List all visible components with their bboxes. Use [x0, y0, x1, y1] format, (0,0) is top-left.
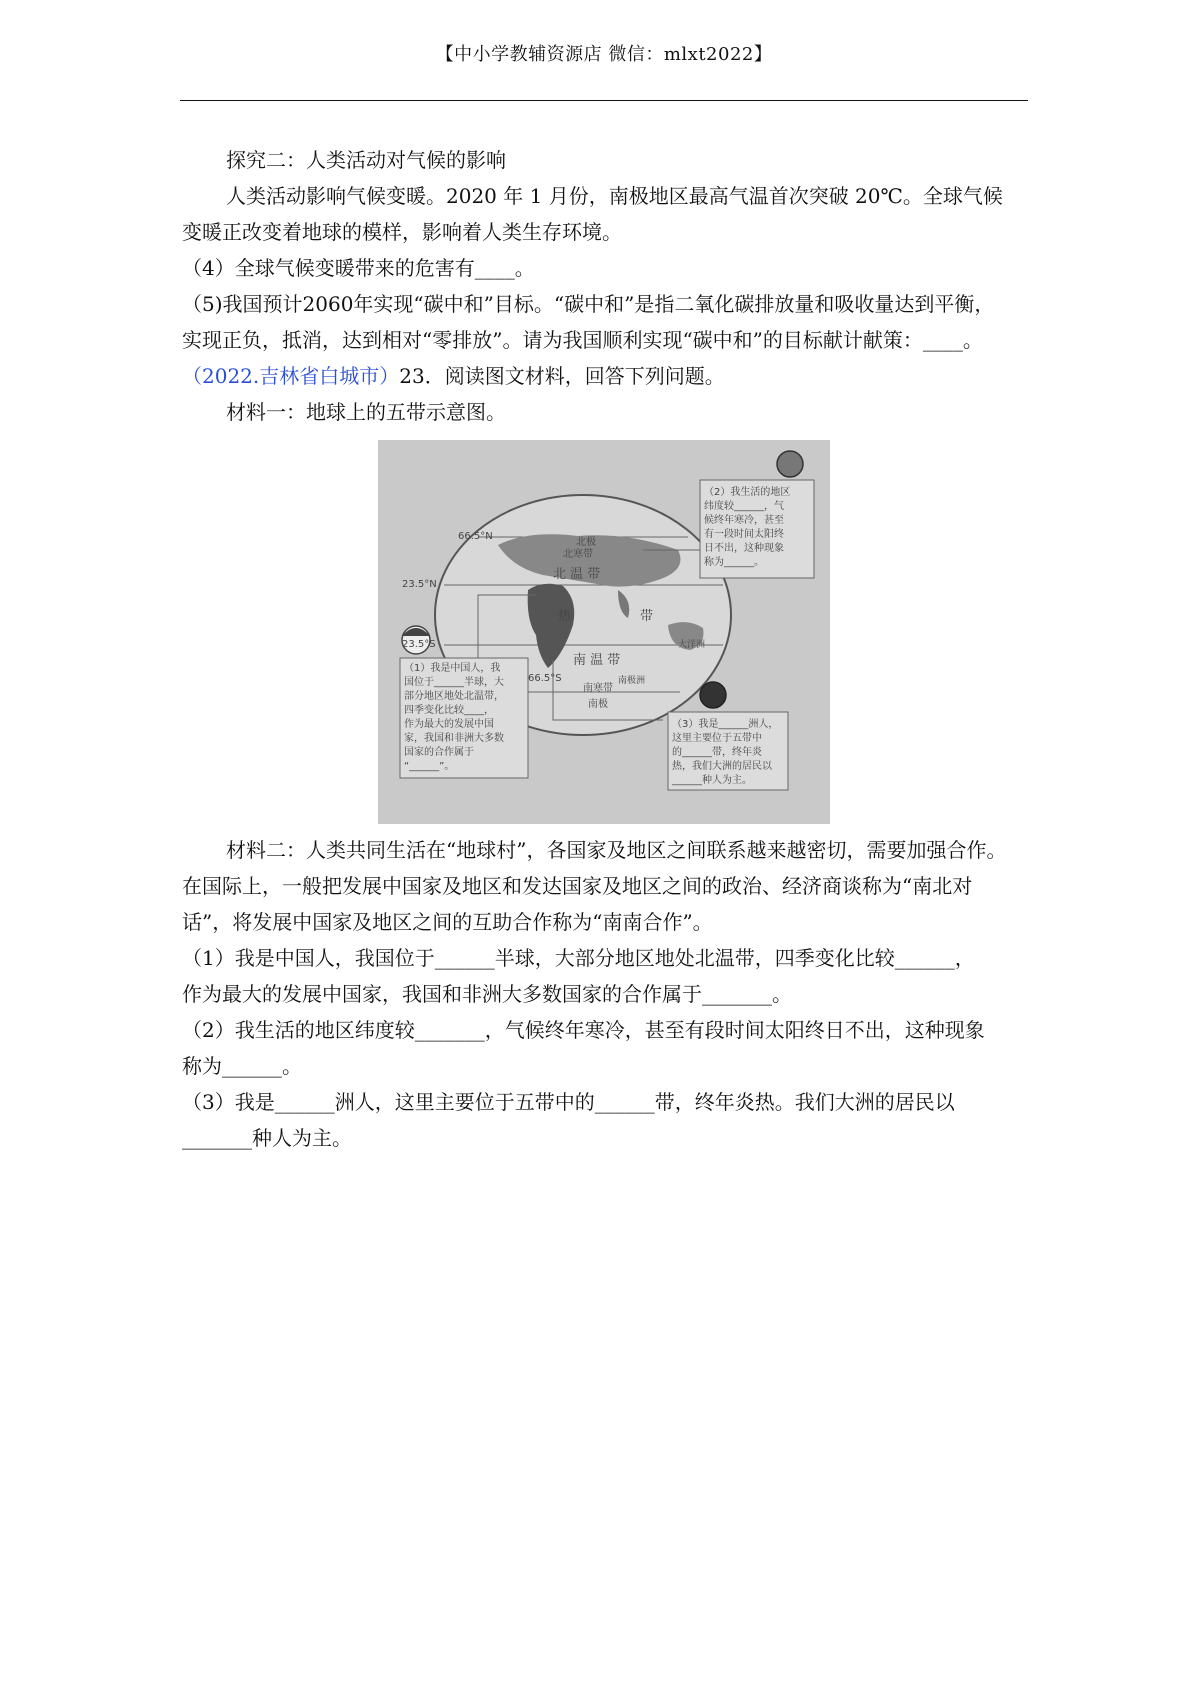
- label-north-pole: 北极: [576, 537, 596, 548]
- label-tropical-right: 带: [640, 609, 654, 624]
- bubble-2-line: 日不出，这种现象: [704, 543, 784, 554]
- bubble-1-line: 国位于______半球，大: [404, 677, 504, 688]
- label-north-frigid: 北寒带: [563, 549, 593, 560]
- sub-question-1-line-1: （1）我是中国人，我国位于______半球，大部分地区地处北温带，四季变化比较______，: [182, 946, 975, 970]
- sub-question-2-line-1: （2）我生活的地区纬度较_______，气候终年寒冷，甚至有段时间太阳终日不出，这种现象: [182, 1018, 985, 1042]
- label-lat-66s: 66.5°S: [528, 673, 562, 684]
- bubble-2-line: 候终年寒冷，甚至: [704, 515, 784, 526]
- label-south-pole: 南极: [588, 699, 608, 710]
- material-2-line-3: 话”，将发展中国家及地区之间的互助合作称为“南南合作”。: [182, 910, 713, 934]
- question-5-line-1: （5)我国预计2060年实现“碳中和”目标。“碳中和”是指二氧化碳排放量和吸收量达到平衡，: [182, 292, 995, 316]
- african-person-icon: [700, 682, 726, 708]
- bubble-3-line: ______种人为主。: [672, 775, 752, 786]
- bubble-1-line: 作为最大的发展中国: [404, 719, 494, 730]
- material-2-line-1: 材料二：人类共同生活在“地球村”，各国家及地区之间联系越来越密切，需要加强合作。: [226, 838, 1007, 862]
- document-body: [182, 142, 1028, 1156]
- bubble-2-text: [704, 486, 812, 570]
- question-23-header: [182, 358, 1028, 394]
- five-zones-figure: [378, 440, 830, 824]
- bubble-1-line: （1）我是中国人，我: [404, 663, 501, 674]
- bubble-1-text: [404, 662, 526, 774]
- label-south-temperate: 南 温 带: [573, 653, 621, 668]
- sub-question-1-line-2: 作为最大的发展中国家，我国和非洲大多数国家的合作属于_______。: [182, 982, 792, 1006]
- bubble-1-line: “______”。: [404, 761, 455, 772]
- inquiry2-intro-1: 人类活动影响气候变暖。2020 年 1 月份，南极地区最高气温首次突破 20℃。全球气候: [226, 184, 1003, 208]
- material-2-line-2: 在国际上，一般把发展中国家及地区和发达国家及地区之间的政治、经济商谈称为“南北对: [182, 874, 973, 898]
- label-north-temperate: 北 温 带: [553, 567, 601, 582]
- bubble-2-line: 有一段时间太阳终: [704, 529, 784, 540]
- label-lat-66n: 66.5°N: [458, 531, 493, 542]
- bubble-3-line: 的______带，终年炎: [672, 747, 762, 758]
- page-header: 【中小学教辅资源店 微信：mlxt2022】: [435, 44, 773, 65]
- sub-question-2-line-2: 称为______。: [182, 1054, 302, 1078]
- question-source: （2022.吉林省白城市）: [182, 364, 400, 388]
- label-oceania: 大洋洲: [678, 640, 706, 650]
- label-antarctica: 南极洲: [618, 676, 646, 686]
- label-south-frigid: 南寒带: [583, 683, 613, 694]
- bubble-1-line: 四季变化比较____，: [404, 705, 494, 716]
- arctic-person-icon: [777, 451, 803, 477]
- bubble-3-line: （3）我是______洲人，: [672, 719, 779, 730]
- inquiry2-intro-2: 变暖正改变着地球的模样，影响着人类生存环境。: [182, 220, 622, 244]
- bubble-1-line: 国家的合作属于: [404, 747, 474, 758]
- question-5-line-2: 实现正负，抵消，达到相对“零排放”。请为我国顺利实现“碳中和”的目标献计献策：____。: [182, 328, 983, 352]
- bubble-1-line: 部分地区地处北温带，: [404, 691, 504, 702]
- question-23-stem: 23．阅读图文材料，回答下列问题。: [399, 364, 725, 388]
- bubble-3-line: 热，我们大洲的居民以: [672, 761, 772, 772]
- label-lat-23n: 23.5°N: [402, 579, 437, 590]
- bubble-1-line: 家，我国和非洲大多数: [404, 733, 504, 744]
- sub-question-3-line-2: _______种人为主。: [182, 1126, 352, 1150]
- bubble-3-line: 这里主要位于五带中: [672, 733, 762, 744]
- material-1-caption: 材料一：地球上的五带示意图。: [226, 400, 506, 424]
- inquiry2-title: 探究二：人类活动对气候的影响: [226, 148, 506, 172]
- bubble-2-line: 纬度较______，气: [704, 501, 784, 512]
- bubble-3-text: [672, 718, 786, 788]
- bubble-2-line: 称为______。: [704, 557, 764, 568]
- bubble-2-line: （2）我生活的地区: [704, 487, 791, 498]
- sub-question-3-line-1: （3）我是______洲人，这里主要位于五带中的______带，终年炎热。我们大洲的居民以: [182, 1090, 955, 1114]
- label-tropical-left: 热: [558, 609, 572, 624]
- label-lat-23s: 23.5°S: [402, 639, 436, 650]
- question-4: （4）全球气候变暖带来的危害有____。: [182, 256, 535, 280]
- header-divider: [180, 100, 1028, 101]
